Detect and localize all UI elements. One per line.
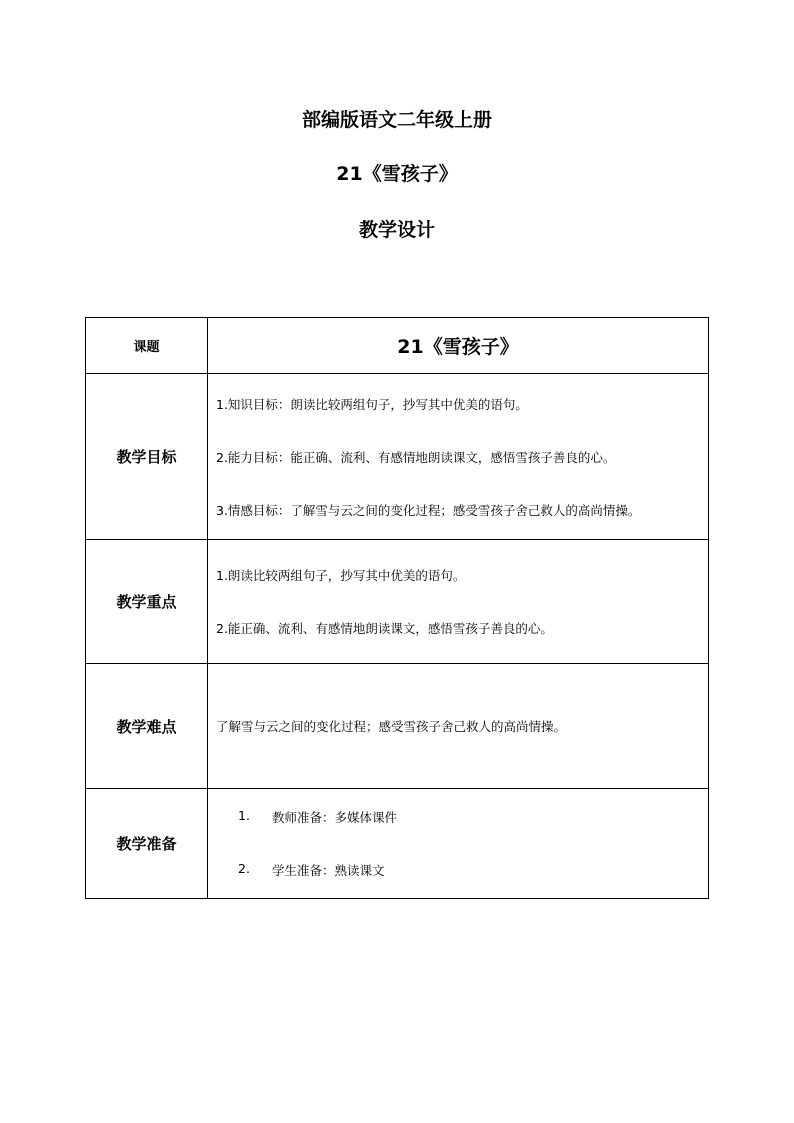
topic-value: 21《雪孩子》 xyxy=(208,318,709,374)
topic-label: 课题 xyxy=(86,318,208,374)
key-points-label: 教学重点 xyxy=(86,540,208,664)
key-points-content xyxy=(208,540,709,664)
goals-content xyxy=(208,374,709,540)
goals-label: 教学目标 xyxy=(86,374,208,540)
difficulty-text: 了解雪与云之间的变化过程；感受雪孩子舍己救人的高尚情操。 xyxy=(216,719,567,734)
preparation-content xyxy=(208,789,709,899)
key-point-2: 2.能正确、流利、有感情地朗读课文，感悟雪孩子善良的心。 xyxy=(216,621,553,636)
document-subtitle: 教学设计 xyxy=(358,219,435,241)
lesson-plan-table xyxy=(85,317,709,899)
document-title: 部编版语文二年级上册 xyxy=(301,109,492,131)
preparation-label: 教学准备 xyxy=(86,789,208,899)
difficulties-content xyxy=(208,664,709,789)
goal-ability: 2.能力目标：能正确、流利、有感情地朗读课文，感悟雪孩子善良的心。 xyxy=(216,449,616,465)
goals-row xyxy=(86,374,709,540)
preparation-row xyxy=(86,789,709,899)
prep-item-text: 学生准备：熟读课文 xyxy=(272,863,385,878)
topic-row xyxy=(86,318,709,374)
difficulties-row xyxy=(86,664,709,789)
goal-emotion: 3.情感目标：了解雪与云之间的变化过程；感受雪孩子舍己救人的高尚情操。 xyxy=(216,502,641,518)
goal-knowledge: 1.知识目标：朗读比较两组句子，抄写其中优美的语句。 xyxy=(216,396,528,412)
prep-item-number: 1. xyxy=(238,808,250,823)
prep-item-teacher xyxy=(216,808,704,826)
lesson-title: 21《雪孩子》 xyxy=(336,163,458,185)
prep-item-number: 2. xyxy=(238,861,250,876)
difficulties-label: 教学难点 xyxy=(86,664,208,789)
prep-item-student xyxy=(216,861,704,879)
prep-item-text: 教师准备：多媒体课件 xyxy=(272,810,398,825)
key-points-row xyxy=(86,540,709,664)
key-point-1: 1.朗读比较两组句子，抄写其中优美的语句。 xyxy=(216,568,466,583)
